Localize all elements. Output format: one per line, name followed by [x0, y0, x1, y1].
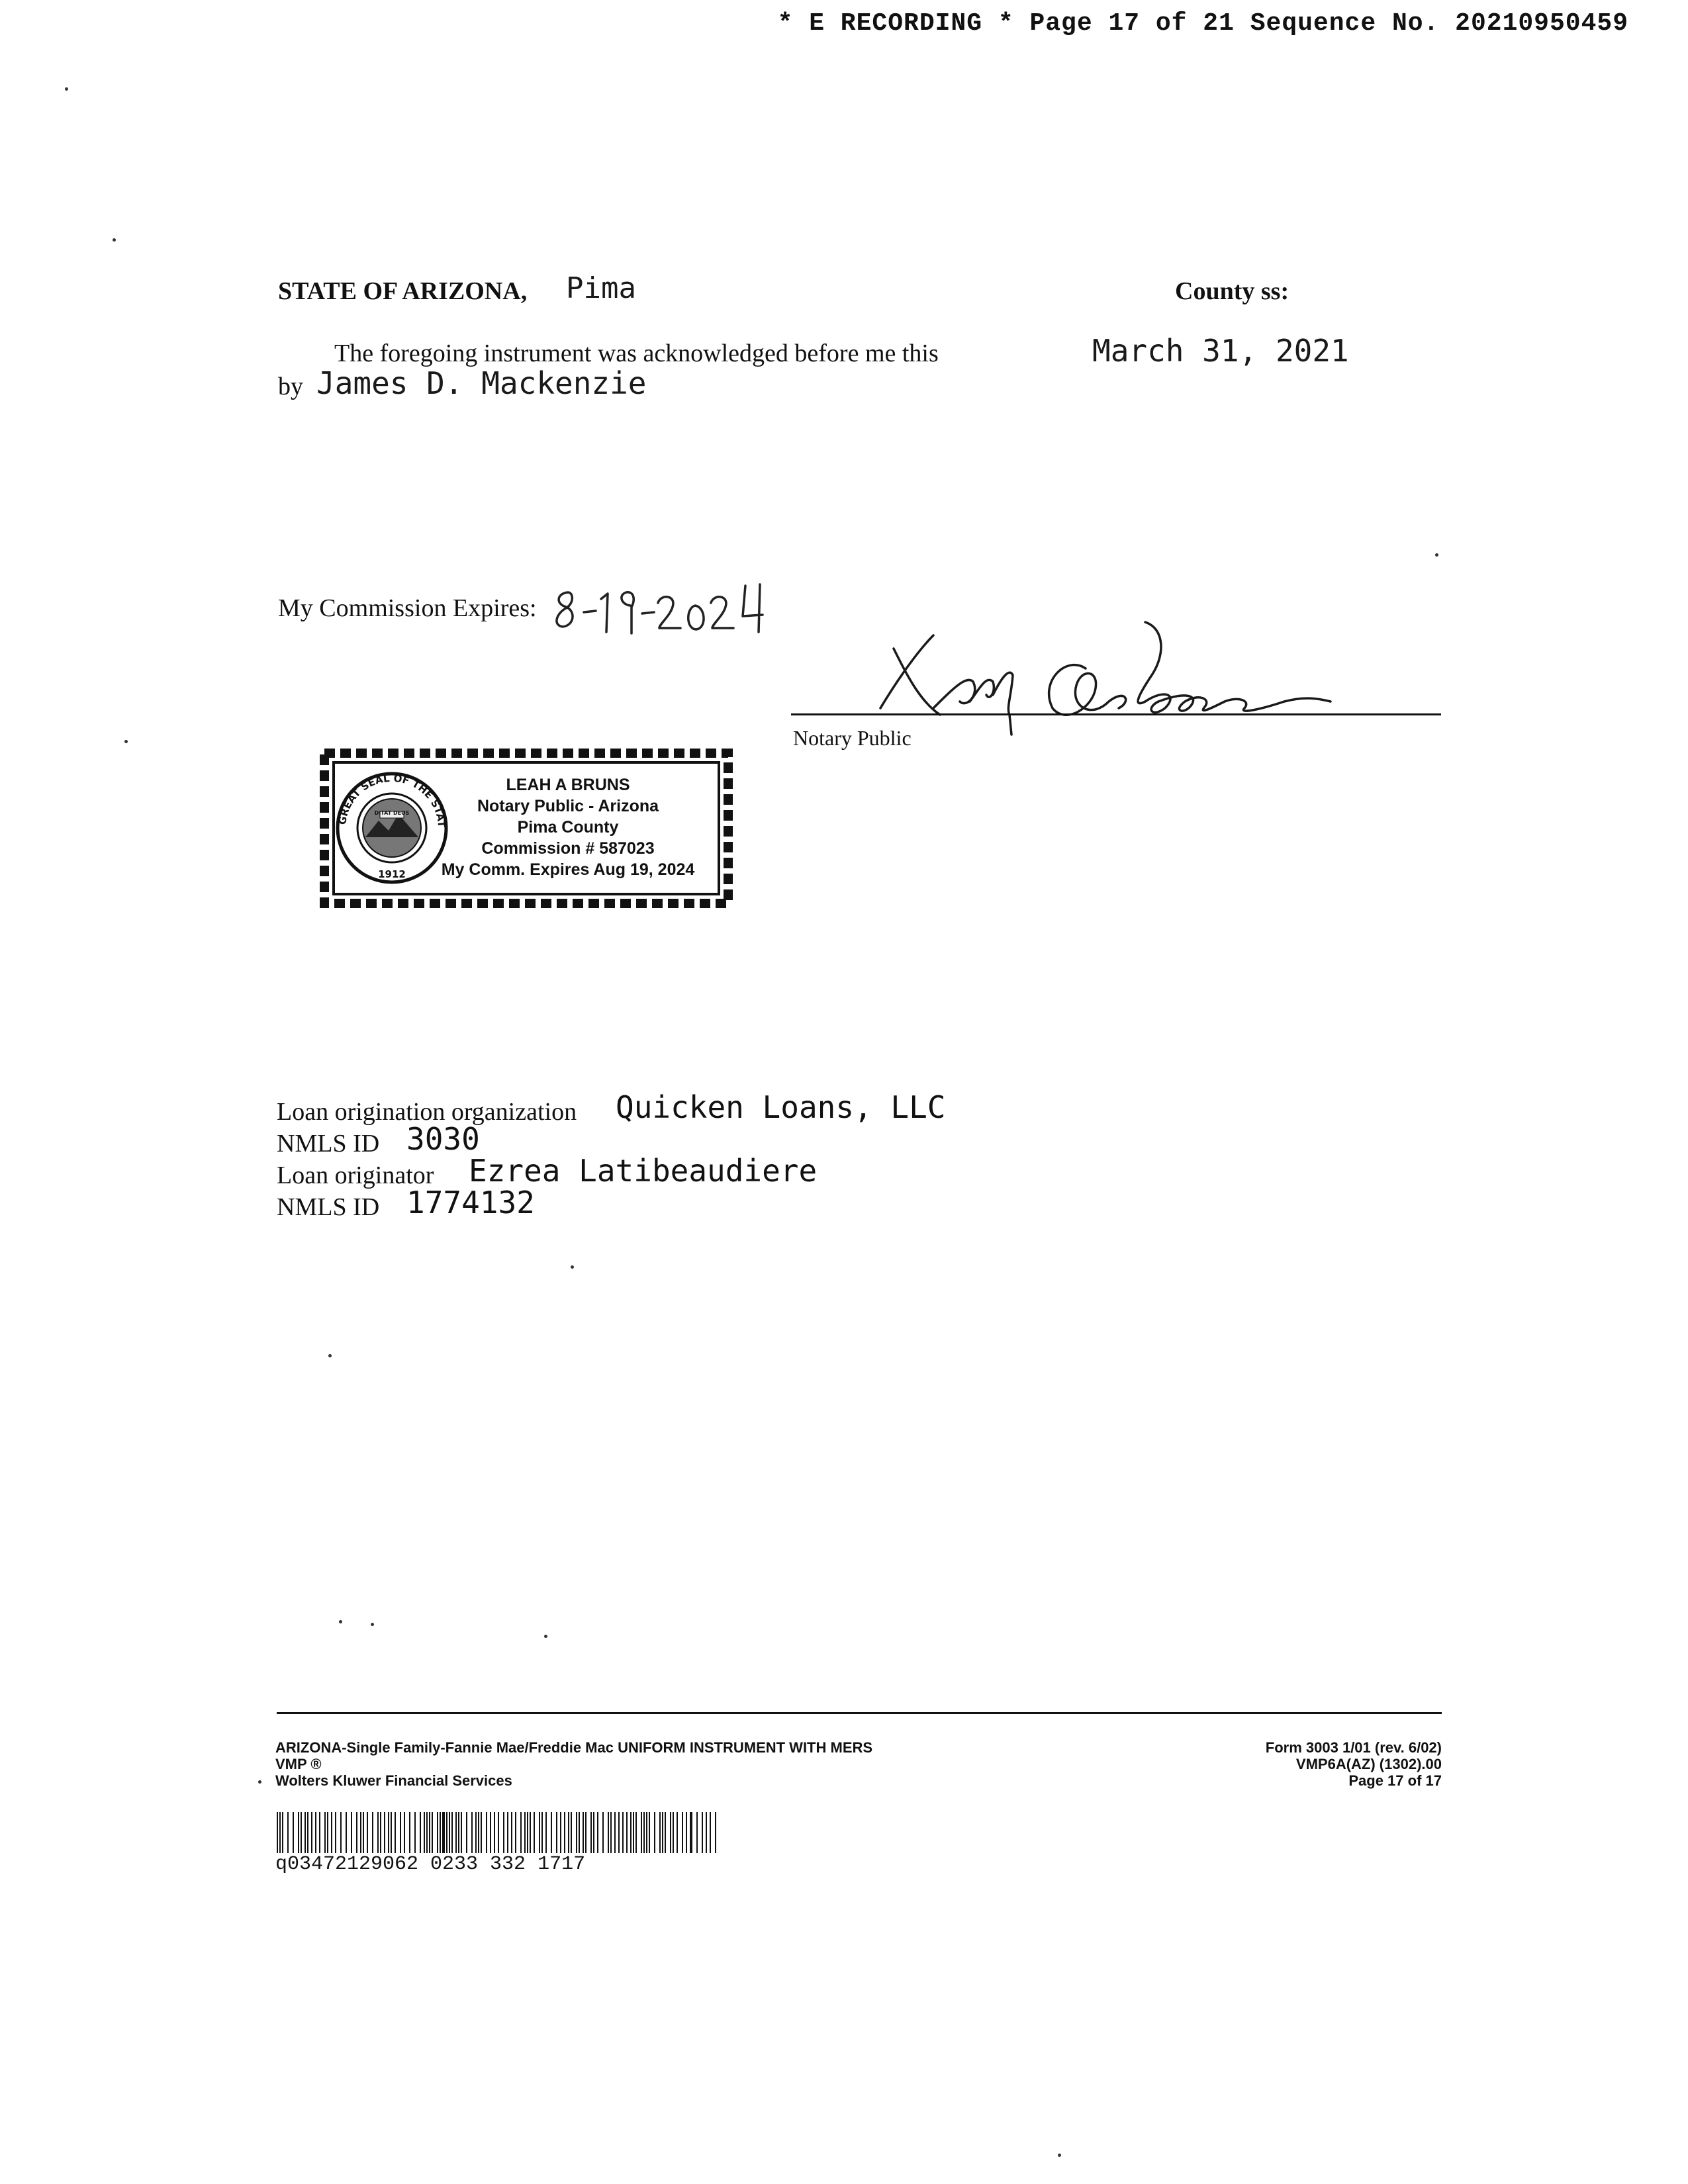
barcode-bar — [346, 1812, 347, 1853]
loan-org-value: Quicken Loans, LLC — [616, 1089, 946, 1125]
barcode-bar — [335, 1812, 336, 1853]
barcode-bar — [597, 1812, 598, 1853]
barcode-bar — [363, 1812, 364, 1853]
barcode-icon — [275, 1812, 726, 1856]
loan-originator-nmls-value: 1774132 — [406, 1185, 535, 1220]
county-name: Pima — [566, 271, 636, 305]
barcode-bar — [311, 1812, 312, 1853]
barcode-bar — [583, 1812, 584, 1853]
footer-form-id — [1266, 1739, 1442, 1789]
barcode-bar — [307, 1812, 308, 1853]
barcode-bar — [556, 1812, 557, 1853]
barcode-bar — [673, 1812, 674, 1853]
barcode-bar — [635, 1812, 637, 1853]
barcode-bar — [298, 1812, 299, 1853]
barcode-bar — [662, 1812, 663, 1853]
loan-originator-nmls-label: NMLS ID — [277, 1193, 380, 1221]
barcode-bar — [471, 1812, 473, 1853]
barcode-bar — [630, 1812, 632, 1853]
barcode-bar — [527, 1812, 528, 1853]
stamp-expiration: My Comm. Expires Aug 19, 2024 — [441, 860, 695, 879]
barcode-bar — [503, 1812, 504, 1853]
svg-text:DITAT DEUS: DITAT DEUS — [374, 810, 410, 816]
barcode-bar — [490, 1812, 491, 1853]
barcode-bar — [534, 1812, 535, 1853]
barcode-bar — [654, 1812, 655, 1853]
barcode-bar — [429, 1812, 430, 1853]
barcode-bar — [426, 1812, 428, 1853]
barcode-bar — [466, 1812, 467, 1853]
loan-org-nmls-label: NMLS ID — [277, 1130, 380, 1158]
barcode-text: q03472129062 0233 332 1717 — [275, 1853, 586, 1876]
stamp-notary-state: Notary Public - Arizona — [477, 797, 659, 815]
stamp-commission-number: Commission # 587023 — [481, 839, 655, 858]
barcode-bar — [287, 1812, 289, 1853]
footer-form-title: ARIZONA-Single Family-Fannie Mae/Freddie Mac UNIFORM INSTRUMENT WITH MERS — [275, 1739, 873, 1756]
stamp-notary-name: LEAH A BRUNS — [506, 776, 630, 794]
scan-speck — [371, 1623, 374, 1626]
barcode-bar — [641, 1812, 642, 1853]
barcode-bar — [626, 1812, 628, 1853]
barcode-bar — [702, 1812, 703, 1853]
scan-speck — [544, 1635, 547, 1638]
footer-publisher: Wolters Kluwer Financial Services — [275, 1772, 512, 1789]
barcode-bar — [451, 1812, 453, 1853]
barcode-bar — [579, 1812, 580, 1853]
scan-speck — [124, 740, 128, 743]
loan-org-label: Loan origination organization — [277, 1098, 577, 1126]
barcode-bar — [618, 1812, 620, 1853]
barcode-bar — [633, 1812, 634, 1853]
barcode-bar — [608, 1812, 609, 1853]
scan-speck — [65, 87, 68, 91]
barcode-bar — [646, 1812, 647, 1853]
barcode-bar — [442, 1812, 445, 1853]
barcode-bar — [400, 1812, 401, 1853]
barcode-bar — [659, 1812, 661, 1853]
scan-speck — [571, 1265, 574, 1269]
barcode-bar — [432, 1812, 433, 1853]
barcode-bar — [319, 1812, 320, 1853]
footer-page-number: Page 17 of 17 — [1348, 1772, 1442, 1789]
footer-vmp: VMP ® — [275, 1756, 322, 1772]
barcode-bar — [384, 1812, 385, 1853]
barcode-bar — [498, 1812, 499, 1853]
signer-name: James D. Mackenzie — [316, 365, 647, 401]
footer-rule — [277, 1712, 1442, 1714]
barcode-bar — [324, 1812, 326, 1853]
barcode-bar — [545, 1812, 547, 1853]
barcode-bar — [395, 1812, 396, 1853]
loan-originator-value: Ezrea Latibeaudiere — [469, 1153, 818, 1189]
barcode-bar — [643, 1812, 645, 1853]
handwritten-commission-date — [549, 579, 768, 642]
barcode-bar — [409, 1812, 410, 1853]
barcode-bar — [380, 1812, 381, 1853]
notary-public-label: Notary Public — [793, 726, 912, 750]
barcode-bar — [455, 1812, 457, 1853]
barcode-bar — [327, 1812, 328, 1853]
barcode-bar — [494, 1812, 495, 1853]
barcode-bar — [440, 1812, 441, 1853]
barcode-bar — [715, 1812, 716, 1853]
commission-expires-label: My Commission Expires: — [278, 594, 537, 622]
barcode-bar — [315, 1812, 316, 1853]
barcode-bar — [696, 1812, 698, 1853]
barcode-bar — [602, 1812, 604, 1853]
signature-line — [791, 713, 1441, 715]
barcode-bar — [593, 1812, 594, 1853]
barcode-bar — [301, 1812, 302, 1853]
barcode-bar — [356, 1812, 357, 1853]
barcode-bar — [404, 1812, 405, 1853]
scan-speck — [258, 1780, 261, 1784]
barcode-bar — [458, 1812, 459, 1853]
state-label: STATE OF ARIZONA, — [278, 277, 528, 305]
barcode-bar — [377, 1812, 379, 1853]
barcode-bar — [507, 1812, 508, 1853]
barcode-bar — [690, 1812, 692, 1853]
barcode-bar — [670, 1812, 671, 1853]
barcode-bar — [446, 1812, 447, 1853]
barcode-bar — [710, 1812, 711, 1853]
loan-originator-label: Loan originator — [277, 1161, 434, 1189]
barcode-bar — [539, 1812, 540, 1853]
scan-speck — [339, 1620, 342, 1623]
svg-text:1912: 1912 — [378, 868, 406, 880]
scan-speck — [328, 1354, 332, 1357]
barcode-bar — [388, 1812, 389, 1853]
county-ss-label: County ss: — [1175, 277, 1289, 305]
barcode-bar — [475, 1812, 477, 1853]
stamp-text — [422, 774, 714, 880]
barcode-bar — [541, 1812, 543, 1853]
scan-speck — [1435, 553, 1438, 557]
notary-signature — [854, 609, 1383, 745]
barcode-bar — [293, 1812, 294, 1853]
footer-vmp-code: VMP6A(AZ) (1302).00 — [1295, 1756, 1442, 1772]
by-label: by — [278, 373, 303, 400]
barcode-bar — [622, 1812, 624, 1853]
barcode-bar — [478, 1812, 479, 1853]
stamp-county: Pima County — [517, 818, 619, 837]
barcode-bar — [610, 1812, 612, 1853]
footer-form-number: Form 3003 1/01 (rev. 6/02) — [1265, 1739, 1442, 1756]
barcode-bar — [391, 1812, 392, 1853]
loan-org-nmls-value: 3030 — [406, 1121, 480, 1157]
scan-speck — [113, 238, 116, 242]
barcode-bar — [530, 1812, 531, 1853]
barcode-bar — [706, 1812, 707, 1853]
barcode-bar — [614, 1812, 616, 1853]
acknowledgment-text: The foregoing instrument was acknowledged before me this — [334, 340, 939, 367]
barcode-bar — [665, 1812, 666, 1853]
footer-form-description — [275, 1739, 872, 1789]
barcode-bar — [511, 1812, 512, 1853]
barcode-bar — [564, 1812, 565, 1853]
barcode-bar — [682, 1812, 683, 1853]
barcode-bar — [686, 1812, 687, 1853]
barcode-bar — [461, 1812, 462, 1853]
barcode-bar — [515, 1812, 516, 1853]
scan-speck — [1058, 2154, 1061, 2157]
barcode-bar — [305, 1812, 306, 1853]
barcode-bar — [420, 1812, 421, 1853]
svg-text:GREAT SEAL OF THE STATE OF ARI: GREAT SEAL OF THE STAT — [336, 772, 448, 828]
barcode-bar — [360, 1812, 361, 1853]
barcode-bar — [367, 1812, 368, 1853]
barcode-bar — [449, 1812, 450, 1853]
barcode-bar — [649, 1812, 650, 1853]
barcode-bar — [568, 1812, 569, 1853]
barcode-bar — [520, 1812, 522, 1853]
barcode-bar — [331, 1812, 332, 1853]
barcode-bar — [279, 1812, 281, 1853]
barcode-bar — [277, 1812, 278, 1853]
barcode-bar — [551, 1812, 552, 1853]
barcode-bar — [351, 1812, 352, 1853]
barcode-bar — [590, 1812, 592, 1853]
barcode-bar — [486, 1812, 487, 1853]
recording-header: * E RECORDING * Page 17 of 21 Sequence No. 20210950459 — [777, 9, 1628, 38]
barcode-bar — [282, 1812, 283, 1853]
barcode-bar — [677, 1812, 678, 1853]
barcode-bar — [524, 1812, 526, 1853]
barcode-bar — [560, 1812, 561, 1853]
acknowledgment-date: March 31, 2021 — [1092, 333, 1349, 369]
barcode-bar — [340, 1812, 342, 1853]
barcode-bar — [414, 1812, 416, 1853]
barcode-bar — [437, 1812, 438, 1853]
barcode-bar — [424, 1812, 425, 1853]
barcode-bar — [571, 1812, 572, 1853]
barcode-bar — [585, 1812, 586, 1853]
barcode-bar — [481, 1812, 482, 1853]
barcode-bar — [372, 1812, 373, 1853]
barcode-bar — [576, 1812, 577, 1853]
